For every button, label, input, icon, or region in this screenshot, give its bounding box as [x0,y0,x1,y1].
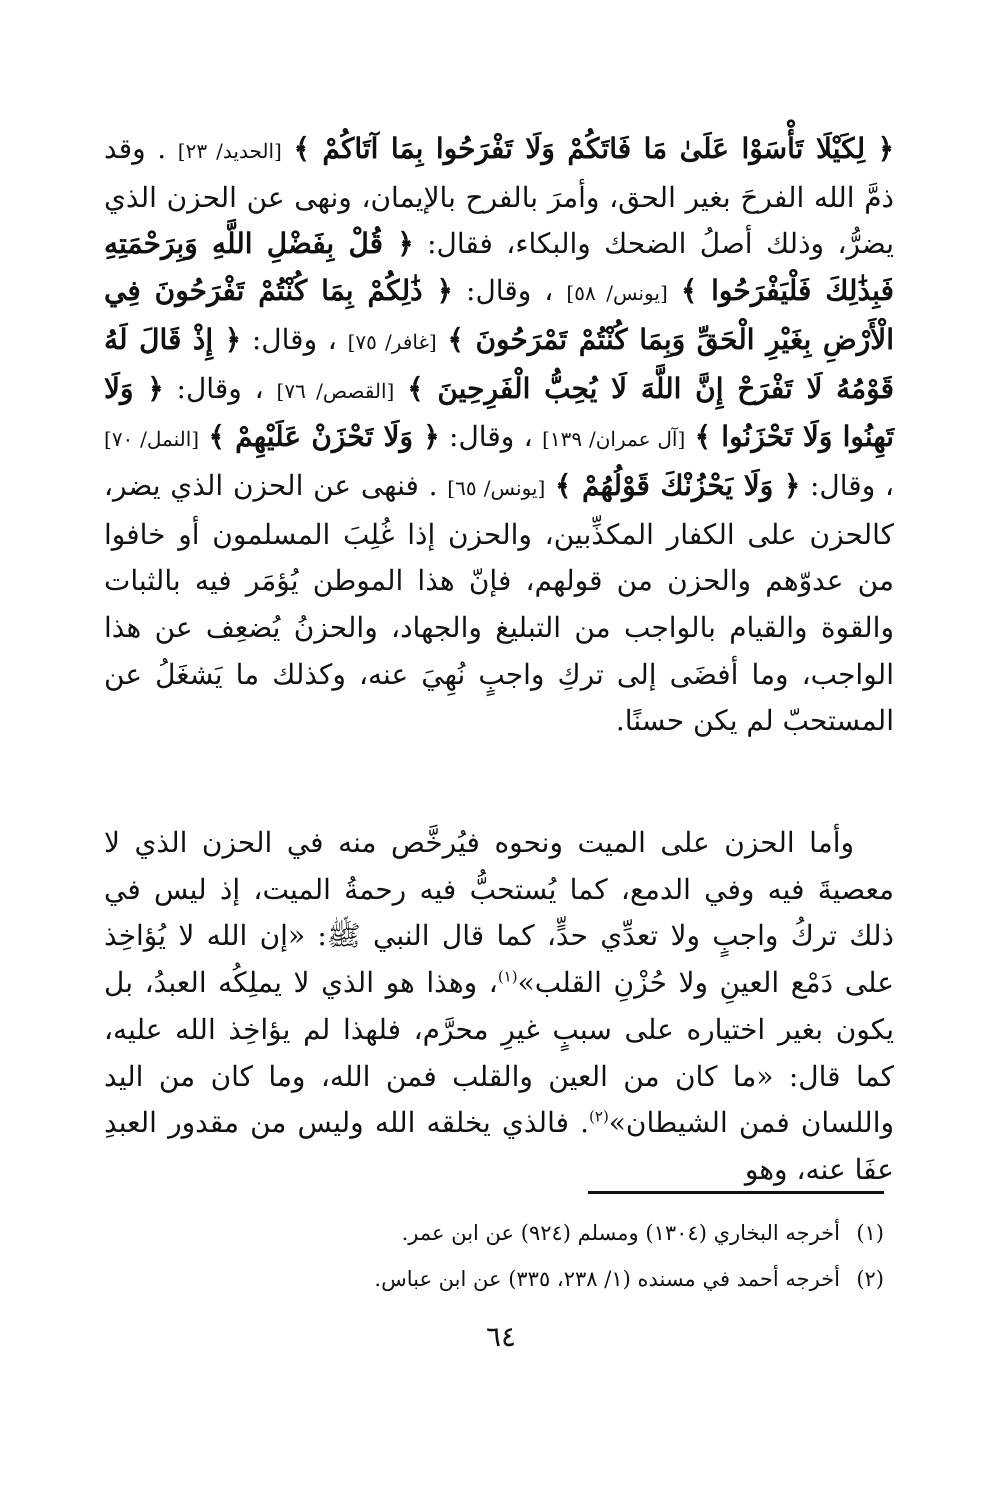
quran-verse: ﴿ وَلَا تَهِنُوا وَلَا تَحْزَنُوا ﴾ [104,371,895,454]
body-text: . وقد ذمَّ الله الفرحَ بغير الحق، وأمرَ بالفرح بالإيمان، ونهى عن الحزن الذي يضرُّ، وذلك أصلُ الضحك والبكاء، فقال: [104,132,895,261]
quran-verse: ﴿ قُلْ بِفَضْلِ اللَّهِ وَبِرَحْمَتِهِ فَبِذَٰلِكَ فَلْيَفْرَحُوا ﴾ [104,227,894,308]
body-text: وأما الحزن على الميت ونحوه فيُرخَّص منه في الحزن الذي لا معصيةَ فيه وفي الدمع، كما يُستحبُّ فيه رحمةُ الميت، إذ ليس في ذلك تركُ واجبٍ ولا تعدِّي حدٍّ، كما قال النبي ﷺ: «إن الله لا يُؤاخِذ على دَمْع العينِ ولا حُزْنِ القلب» [104,826,895,1000]
body-text: ، وهذا هو الذي لا يملِكُه العبدُ، بل يكون بغير اختياره على سببٍ غيرِ محرَّم، فلهذا لم يؤاخِذ الله عليه، كما قال: «ما كان من العين والقلب فمن الله، وما كان من اليد واللسان فمن الشيطان» [104,966,895,1140]
body-text: . فالذي يخلقه الله وليس من مقدور العبدِ عفَا عنه، وهو [104,1106,894,1186]
footnote-item [104,1210,884,1256]
footnote-text: أخرجه البخاري (١٣٠٤) ومسلم (٩٢٤) عن ابن عمر. [401,1221,840,1245]
verse-reference: [غافر/ ٧٥] [347,329,437,354]
verse-reference: [القصص/ ٧٦] [276,378,395,403]
footnotes [104,1210,884,1302]
body-text: ، وقال: [466,274,554,308]
verse-reference: [النمل/ ٧٠] [104,427,200,452]
body-text: . فنهى عن الحزن الذي يضر، كالحزن على الكفار المكذِّبين، والحزن إذا غُلِبَ المسلمون أو خافوا من عدوّهم والحزن من قولهم، فإنّ هذا الموطن يُؤمَر فيه بالثبات والقوة والقيام بالواجب من التبليغ والجهاد، والحزنُ يُضعِف عن هذا الواجب، وما أفضَى إلى تركِ واجبٍ نُهِيَ عنه، وكذلك ما يَشغَلُ عن المستحبّ لم يكن حسنًا. [104,468,894,738]
body-text: ، وقال: [810,468,894,502]
footnote-number: (٢) [856,1267,884,1291]
footnote-text: أخرجه أحمد في مسنده (١/ ٢٣٨، ٣٣٥) عن ابن عباس. [374,1267,840,1291]
quran-verse: ﴿ لِكَيْلَا تَأْسَوْا عَلَىٰ مَا فَاتَكُمْ وَلَا تَفْرَحُوا بِمَا آتَاكُمْ ﴾ [293,132,894,165]
footnote-item [104,1256,884,1302]
body-text: ، وقال: [449,420,533,454]
verse-reference: [يونس/ ٦٥] [447,475,546,500]
body-text: ، وقال: [176,371,264,405]
body-text: ، وقال: [251,322,337,356]
verse-reference: [يونس/ ٥٨] [566,281,668,306]
verse-reference: [الحديد/ ٢٣] [177,139,282,163]
quran-verse: ﴿ إِذْ قَالَ لَهُ قَوْمُهُ لَا تَفْرَحْ إِنَّ اللَّهَ لَا يُحِبُّ الْفَرِحِينَ ﴾ [104,322,895,405]
paragraph-1 [104,126,894,745]
footnote-number: (١) [856,1221,884,1245]
footnote-divider [588,1191,884,1194]
quran-verse: ﴿ وَلَا تَحْزَنْ عَلَيْهِمْ ﴾ [208,420,440,454]
verse-reference: [آل عمران/ ١٣٩] [542,427,686,452]
footnote-marker-1[interactable]: (١) [497,967,518,986]
quran-verse: ﴿ وَلَا يَحْزُنْكَ قَوْلُهُمْ ﴾ [555,468,801,502]
page-number: ٦٤ [485,1320,517,1353]
footnote-marker-2[interactable]: (٢) [589,1107,609,1126]
paragraph-2 [104,820,894,1194]
quran-verse: ﴿ ذَٰلِكُمْ بِمَا كُنْتُمْ تَفْرَحُونَ فِي الْأَرْضِ بِغَيْرِ الْحَقِّ وَبِمَا كُنْتُمْ تَمْرَحُونَ ﴾ [104,274,894,356]
